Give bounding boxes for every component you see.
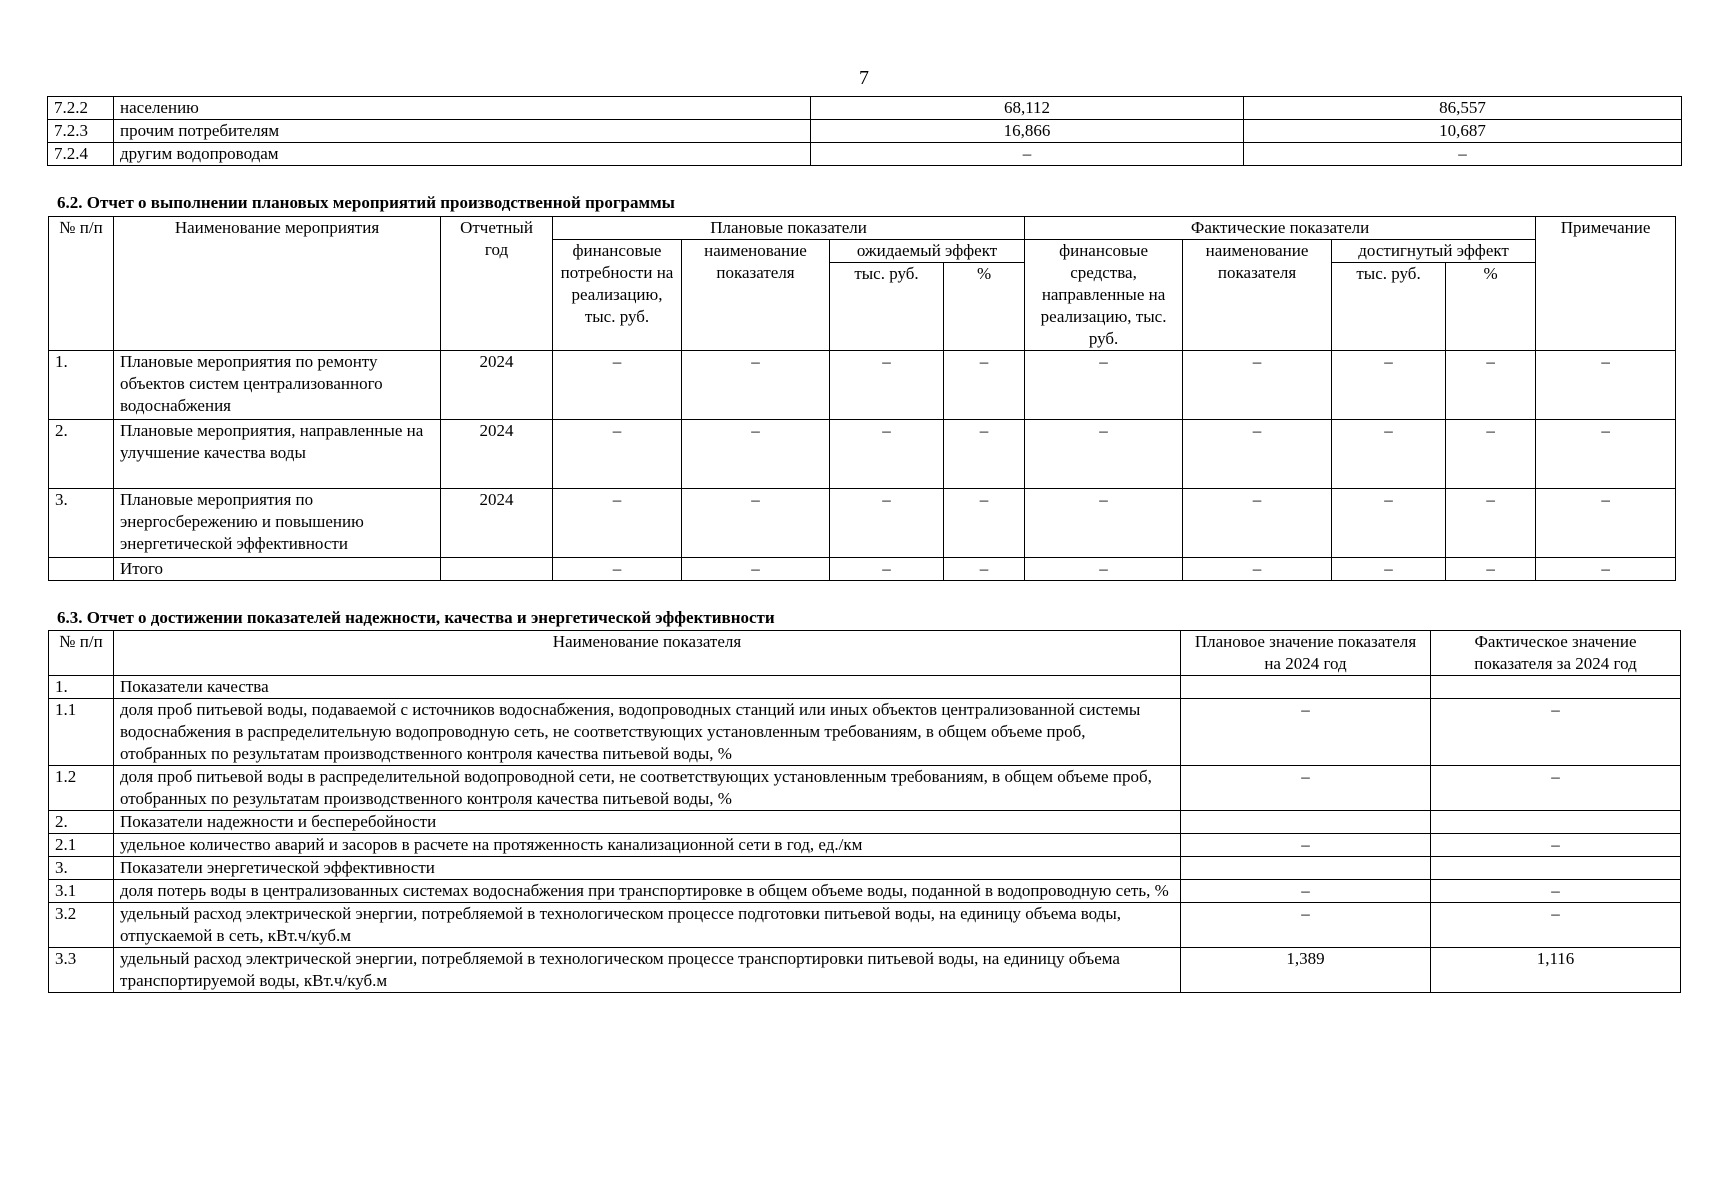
dash-cell: – (830, 420, 944, 489)
page-number: 7 (859, 67, 869, 89)
header-plan-ind: наименование показателя (682, 240, 830, 351)
dash-cell: – (682, 558, 830, 581)
section-title: 6.3. Отчет о достижении показателей надежности, качества и энергетической эффективности (57, 608, 775, 627)
row-value: 16,866 (811, 120, 1244, 143)
table-row (49, 699, 1681, 766)
dash-cell: – (1332, 420, 1446, 489)
table-row (49, 880, 1681, 903)
dash-cell: – (1446, 558, 1536, 581)
row-fact: – (1431, 834, 1681, 857)
table-row (49, 351, 1676, 420)
section-title: 6.2. Отчет о выполнении плановых мероприятий производственной программы (57, 193, 675, 212)
dash-cell: – (682, 420, 830, 489)
row-num: 1.2 (49, 766, 114, 811)
row-num: 7.2.3 (48, 120, 114, 143)
row-plan: 1,389 (1181, 948, 1431, 993)
header-pct: % (944, 263, 1025, 351)
row-value: 68,112 (811, 97, 1244, 120)
row-value: 86,557 (1244, 97, 1682, 120)
row-plan (1181, 676, 1431, 699)
measures-table (48, 216, 1676, 581)
header-fact: Фактические показатели (1025, 217, 1536, 240)
row-value: – (1244, 143, 1682, 166)
total-label: Итого (114, 558, 441, 581)
header-thous: тыс. руб. (1332, 263, 1446, 351)
row-name: Показатели энергетической эффективности (114, 857, 1181, 880)
row-name: прочим потребителям (114, 120, 811, 143)
row-name: Показатели качества (114, 676, 1181, 699)
indicators-table (48, 630, 1681, 993)
row-fact (1431, 857, 1681, 880)
dash-cell: – (553, 351, 682, 420)
row-num: 2.1 (49, 834, 114, 857)
row-plan (1181, 857, 1431, 880)
row-plan: – (1181, 834, 1431, 857)
dash-cell: – (1183, 351, 1332, 420)
table-row (49, 834, 1681, 857)
dash-cell: – (830, 558, 944, 581)
row-name: доля проб питьевой воды, подаваемой с источников водоснабжения, водопроводных станций или иных объектов централизованной системы водоснабжения в распределительную водопроводную сеть, не соответствующих установленным требованиям, в общем объеме проб, отобранных по результатам производственного контроля качества питьевой воды, % (114, 699, 1181, 766)
table-row (49, 489, 1676, 558)
header-pct: % (1446, 263, 1536, 351)
dash-cell: – (1183, 420, 1332, 489)
row-name: Показатели надежности и бесперебойности (114, 811, 1181, 834)
row-name: Плановые мероприятия, направленные на улучшение качества воды (114, 420, 441, 489)
row-value: 10,687 (1244, 120, 1682, 143)
row-num: 3. (49, 489, 114, 558)
row-year (441, 558, 553, 581)
table-row (49, 857, 1681, 880)
row-num (49, 558, 114, 581)
row-name: удельный расход электрической энергии, потребляемой в технологическом процессе транспортировки питьевой воды, на единицу объема транспортируемой воды, кВт.ч/куб.м (114, 948, 1181, 993)
header-num: № п/п (49, 631, 114, 676)
header-fact-effect: достигнутый эффект (1332, 240, 1536, 263)
dash-cell: – (944, 489, 1025, 558)
dash-cell: – (1332, 489, 1446, 558)
row-name: другим водопроводам (114, 143, 811, 166)
dash-cell: – (1536, 351, 1676, 420)
row-num: 2. (49, 811, 114, 834)
row-fact: – (1431, 766, 1681, 811)
row-name: доля потерь воды в централизованных системах водоснабжения при транспортировке в общем объеме воды, поданной в водопроводную сеть, % (114, 880, 1181, 903)
header-name: Наименование мероприятия (114, 217, 441, 351)
row-plan: – (1181, 766, 1431, 811)
dash-cell: – (1446, 420, 1536, 489)
dash-cell: – (1536, 489, 1676, 558)
top-table (47, 96, 1682, 166)
header-fact: Фактическое значение показателя за 2024 год (1431, 631, 1681, 676)
header-plan-fin: финансовые потребности на реализацию, тыс. руб. (553, 240, 682, 351)
dash-cell: – (1025, 558, 1183, 581)
dash-cell: – (1446, 351, 1536, 420)
dash-cell: – (1183, 489, 1332, 558)
dash-cell: – (944, 420, 1025, 489)
total-row (49, 558, 1676, 581)
dash-cell: – (553, 489, 682, 558)
row-fact: 1,116 (1431, 948, 1681, 993)
row-num: 7.2.2 (48, 97, 114, 120)
table-row (48, 120, 1682, 143)
row-year: 2024 (441, 351, 553, 420)
header-name: Наименование показателя (114, 631, 1181, 676)
dash-cell: – (1332, 351, 1446, 420)
row-name: Плановые мероприятия по ремонту объектов систем централизованного водоснабжения (114, 351, 441, 420)
dash-cell: – (1183, 558, 1332, 581)
table-row (49, 420, 1676, 489)
row-num: 3. (49, 857, 114, 880)
dash-cell: – (1332, 558, 1446, 581)
dash-cell: – (1446, 489, 1536, 558)
header-plan: Плановое значение показателя на 2024 год (1181, 631, 1431, 676)
dash-cell: – (944, 558, 1025, 581)
dash-cell: – (1536, 558, 1676, 581)
row-num: 1. (49, 351, 114, 420)
row-num: 1. (49, 676, 114, 699)
table-row (49, 811, 1681, 834)
row-num: 3.1 (49, 880, 114, 903)
row-name: доля проб питьевой воды в распределительной водопроводной сети, не соответствующих установленным требованиям, в общем объеме проб, отобранных по результатам производственного контроля качества питьевой воды, % (114, 766, 1181, 811)
row-num: 2. (49, 420, 114, 489)
row-num: 7.2.4 (48, 143, 114, 166)
row-name: удельный расход электрической энергии, потребляемой в технологическом процессе подготовки питьевой воды, на единицу объема воды, отпускаемой в сеть, кВт.ч/куб.м (114, 903, 1181, 948)
row-num: 3.3 (49, 948, 114, 993)
row-year: 2024 (441, 420, 553, 489)
row-fact (1431, 676, 1681, 699)
dash-cell: – (553, 420, 682, 489)
dash-cell: – (944, 351, 1025, 420)
row-num: 3.2 (49, 903, 114, 948)
table-row (48, 97, 1682, 120)
header-num: № п/п (49, 217, 114, 351)
dash-cell: – (1025, 489, 1183, 558)
dash-cell: – (682, 351, 830, 420)
header-fact-ind: наименование показателя (1183, 240, 1332, 351)
row-plan: – (1181, 880, 1431, 903)
dash-cell: – (1025, 351, 1183, 420)
table-row (49, 948, 1681, 993)
row-name: населению (114, 97, 811, 120)
row-plan (1181, 811, 1431, 834)
dash-cell: – (1536, 420, 1676, 489)
dash-cell: – (553, 558, 682, 581)
row-fact: – (1431, 699, 1681, 766)
row-num: 1.1 (49, 699, 114, 766)
dash-cell: – (830, 351, 944, 420)
row-fact (1431, 811, 1681, 834)
row-name: Плановые мероприятия по энергосбережению и повышению энергетической эффективности (114, 489, 441, 558)
header-plan-effect: ожидаемый эффект (830, 240, 1025, 263)
table-row (49, 903, 1681, 948)
header-year: Отчетный год (441, 217, 553, 351)
header-plan: Плановые показатели (553, 217, 1025, 240)
table-row (49, 766, 1681, 811)
table-row (49, 676, 1681, 699)
header-note: Примечание (1536, 217, 1676, 351)
header-fact-fin: финансовые средства, направленные на реализацию, тыс. руб. (1025, 240, 1183, 351)
row-value: – (811, 143, 1244, 166)
row-year: 2024 (441, 489, 553, 558)
row-fact: – (1431, 880, 1681, 903)
row-plan: – (1181, 699, 1431, 766)
row-name: удельное количество аварий и засоров в расчете на протяженность канализационной сети в год, ед./км (114, 834, 1181, 857)
row-plan: – (1181, 903, 1431, 948)
table-row (48, 143, 1682, 166)
dash-cell: – (830, 489, 944, 558)
header-thous: тыс. руб. (830, 263, 944, 351)
dash-cell: – (682, 489, 830, 558)
row-fact: – (1431, 903, 1681, 948)
dash-cell: – (1025, 420, 1183, 489)
